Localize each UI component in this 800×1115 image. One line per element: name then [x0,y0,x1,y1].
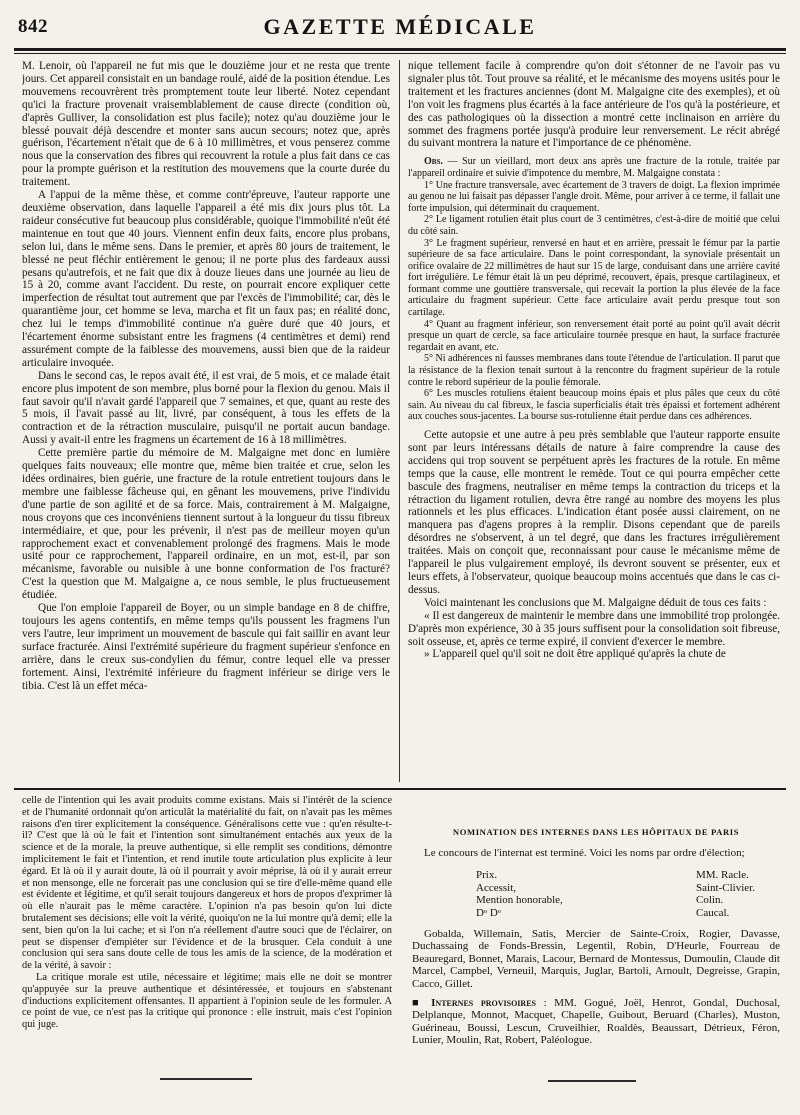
prize-label: Prix. [476,869,498,882]
prize-names: Caucal. [696,906,730,919]
page-header [14,10,786,42]
prize-label: Dᵒ Dᵒ [476,906,501,919]
left-paragraph-4: Cette première partie du mémoire de M. Malgaigne met donc en lumière quelques faits nouveaux; elle montre que, même bien traitée et crue, selon les idées ordinaires, bien guérie, une fracture de la rotule entretient toujours dans le membre une faiblesse fâcheuse qui, en gênant les mouvemens, prive l'individu d'une partie de son agilité et de sa force. Mais, contrairement à M. Malgaigne, nous croyons que ces inconvéniens tiennent surtout à la longueur du tissu fibreux intermédiaire, et que, pour les prévenir, il n'est pas de meilleur moyen qu'un rapprochement exact et convenablement prolongé des fragmens. Mais le mode usité pour ce rapprochement, l'appareil ordinaire, en un mot, est-il, par son mécanisme, favorable ou nuisible à une bonne conformation de l'os fracturé? C'est la question que M. Malgaigne a, ce nous semble, le plus fructueusement étudiée. [22,447,390,602]
prize-names: Colin. [696,894,724,907]
section-separator [14,788,786,790]
nomination-intro: Le concours de l'internat est terminé. Voici les noms par ordre d'élection; [424,846,745,859]
observation-item-6: 6° Les muscles rotuliens étaient beaucoup moins épais et plus pâles que ceux du côté sain. Au niveau du cal fibreux, le fascia superficialis était très épaissi et fortement adhérent aux couches sous-jacentes. La bourse sus-rotulienne était perdue dans ces adhérences. [408,388,780,423]
observation-block [408,156,780,423]
header-rule-thin [14,53,786,54]
header-rule-thick [14,48,786,51]
bottom-left-paragraph-2: La critique morale est utile, nécessaire et légitime; mais elle ne doit se montrer qu'appuyée sur la preuve authentique et désintéressée, et toujours en s'abstenant d'inductions explicitement offensantes. Il appartient à l'opinion seule de les formuler. A ce point de vue, ce n'est pas la critique qui prononce : elle instruit, mais c'est l'opinion qui juge. [22,971,392,1031]
left-column [22,60,390,782]
bottom-right-end-rule [548,1080,636,1082]
right-column-continuation [408,429,780,661]
left-paragraph-3: Dans le second cas, le repos avait été, il est vrai, de 5 mois, et ce malade était encore plus impotent de son membre, plus borné pour la flexion du genou. Mais il faut savoir qu'il n'avait gardé l'appareil que 7 semaines, et que, quant au reste des 5 mois, il l'avait passé au lit, livré, par conséquent, à tous les effets de la contraction et de la rétraction musculaire, puisqu'il ne portait aucun bandage. Aussi y avait-il entre les fragmens un écartement de 16 à 18 millimètres. [22,369,390,447]
prize-table [412,869,780,919]
journal-title: GAZETTE MÉDICALE [263,14,537,39]
bottom-left-article [22,795,392,1073]
observation-item-3: 3° Le fragment supérieur, renversé en haut et en arrière, pressait le fémur par la partie supérieure de sa face articulaire. Dans le point correspondant, la synoviale présentait un orifice ovalaire de 22 millimètres de haut sur 15 de large, conduisant dans une arrière cavité fort irrégulière. Le fémur était là un peu déprimé, recouvert, épais, presque cartilagineux, et formant comme une gouttière transversale, qui recevait la portion la plus élevée de la face articulaire du fragment supérieur. Cette face articulaire avait perdu presque tout son cartilage. [408,237,780,319]
observation-item-2: 2° Le ligament rotulien était plus court de 3 centimètres, c'est-à-dire de moitié que celui du côté sain. [408,214,780,237]
right-paragraph-3: « Il est dangereux de maintenir le membre dans une immobilité trop prolongée. D'après mon expérience, 30 à 35 jours suffisent pour la consolidation soit fibreuse, soit osseuse, et, après ce terme expiré, il convient d'exercer le membre. [408,609,780,648]
observation-item-1: 1° Une fracture transversale, avec écartement de 3 travers de doigt. La flexion imprimée au genou ne lui faisait pas dépasser l'angle droit. Même, pour arriver à ce terme, il fallait une forte impulsion, qui déterminait du craquement. [408,179,780,214]
left-paragraph-5: Que l'on emploie l'appareil de Boyer, ou un simple bandage en 8 de chiffre, toujours les agens contentifs, en même temps qu'ils poussent les fragmens l'un vers l'autre, leur impriment un mouvement de bascule qui fait saillir en avant leur surface fracturée. Ainsi l'extrémité supérieure du fragment supérieur s'enfonce en arrière, dans le creux sus-condylien du fémur, contre lequel elle va presser fortement. Ainsi, l'extrémité inférieure du fragment inférieur se dirige vers le tibia. C'est là un effet méca- [22,602,390,692]
provisoires-label: Internes provisoires [431,996,536,1009]
page-number: 842 [18,16,48,37]
prize-names: MM. Racle. [696,869,749,882]
observation-lead: Obs. [424,156,443,168]
bottom-left-paragraph-1: celle de l'intention qui les avait produits comme existans. Mais si l'intérêt de la science et de l'humanité ordonnait qu'on articulât la matérialité du fait, on n'avait pas les mêmes raisons d'en tirer explicitement la conséquence. Généralisons cette vue : qu'en résulte-t-il? C'est que là où le fait et l'intention sont simultanément entachés aux yeux de la science et de la morale, la preuve authentique, si elle remplit ses conditions, démontre implicitement le fait et l'intention, et rend inutile toute articulation plus explicite à leur égard. Et là où il y aurait doute, là où il pourrait y avoir méprise, là où il y aurait erreur et non mensonge, elle ne forcerait pas une conclusion qui se tire d'elle-même quand elle est évidente et légitime, et qu'il serait toujours dangereux et hors de propos d'exprimer là où elle n'aurait pas le même caractère. L'opinion n'a pas besoin qu'on lui dicte brutalement ses décisions; elle voit la vérité, quoiqu'on ne la lui montre qu'à demi; elle la sent, bien qu'on la lui cache; et si l'on n'a réellement d'autre souci que de l'éclairer, on peut se dispenser d'empiéter sur l'évidence et de la brusquer. Cela conduit à une conclusion qui sera sans doute celle de tous les amis de la science, de la modération et de la vérité, à savoir : [22,795,392,972]
prize-names: Saint-Clivier. [696,881,755,894]
provisoires-names: : MM. Gogué, Joël, Henrot, Gondal, Duchosal, Delplanque, Monnot, Macquet, Chapelle, Guibout, Beruard (Charles), Muston, Guérineau, Boussi, Lescun, Cruveilhier, Roaldès, Beaussart, Détrieux, Féron, Lunier, Moulin, Rat, Robert, Paléologue. [412,996,780,1047]
prize-row [412,869,780,882]
right-intro-paragraph: nique tellement facile à comprendre qu'on doit s'étonner de ne l'avoir pas vu signaler plus tôt. Tout prouve sa réalité, et le mécanisme des moyens usités pour le traitement et les fractures anciennes (dont M. Malgaigne cite des exemples), et où l'on voit les fragmens plus écartés à la face antérieure de l'os qu'à la postérieure, et des cas pathologiques où la dissection a montré cette inclinaison en arrière du sommet des fragmens portée jusqu'à produire leur renversement. Le récit abrégé du suivant montrera la nature et l'importance de ce phénomène. [408,60,780,150]
left-paragraph-1: M. Lenoir, où l'appareil ne fut mis que le douzième jour et ne resta que trente jours. Cet appareil consistait en un bandage roulé, aidé de la position étendue. Les mouvemens recouvrèrent très promptement toute leur liberté. Notez cependant qu'ici la fracture provenait vraisemblablement de cause directe (condition où, d'après Gulliver, la consolidation est plus facile); notez qu'au douzième jour le blessé pouvait déjà descendre et monter sans aucun secours; notez que, après guérison, l'écartement n'était que de 6 à 10 millimètres, et vous penserez comme nous que la conservation des fibres qui recouvrent la rotule a plus fait dans ce cas pour la prompte guérison et la restitution des mouvemens que la courte durée du traitement. [22,60,390,189]
observation-heading-text: — Sur un vieillard, mort deux ans après une fracture de la rotule, traitée par l'appareil ordinaire et suivie d'impotence du membre, M. Malgaigne constata : [408,156,780,179]
prize-row [412,882,780,895]
provisoires-bullet-icon: ■ [412,996,432,1009]
observation-item-5: 5° Ni adhérences ni fausses membranes dans toute l'étendue de l'articulation. Il parut que la résistance de la flexion tenait surtout à la rencontre du fragment supérieur de la rotule contre le rebord supérieur de la poulie fémorale. [408,353,780,388]
observation-item-4: 4° Quant au fragment inférieur, son renversement était porté au point qu'il avait décrit presque un quart de cercle, sa face articulaire tournée presque en haut, la surface fracturée regardait en avant, etc. [408,318,780,353]
internes-nomination [412,826,780,1076]
observation-heading [408,156,780,179]
right-paragraph-4: » L'appareil quel qu'il soit ne doit être appliqué qu'après la chute de [424,648,726,661]
prize-row [412,907,780,920]
prize-label: Mention honorable, [476,894,563,907]
nomination-title: NOMINATION DES INTERNES DANS LES HÔPITAUX DE PARIS [452,827,740,837]
right-paragraph-2: Voici maintenant les conclusions que M. Malgaigne déduit de tous ces faits : [424,596,767,609]
internes-provisoires [412,997,780,1047]
right-column [408,60,780,782]
column-divider [399,60,400,782]
left-paragraph-2: A l'appui de la même thèse, et comme contr'épreuve, l'auteur rapporte une deuxième observation, dans laquelle l'appareil a été mis dix jours plus tôt. La raideur consécutive fut beaucoup plus considérable, quoique l'immobilité n'eût été maintenue en tout que 40 jours. Viennent enfin deux faits, encore plus probans, selon lui, dans le même sens. Dans le premier, et après 80 jours de traitement, le blessé ne peut fléchir entièrement le genou; il ne porte plus des fardeaux aussi pesans qu'autrefois, et ne fait que dix à douze lieues dans une journée au lieu de 15 à 20, comme avant l'accident. Du reste, on pourrait encore expliquer cette imperfection de résultat tout autrement que par l'excès de l'immobilité; car, dès le quarantième jour, cet homme se leva, marcha et fit un faux pas; en réalité donc, chez lui le temps d'immobilité continue n'a guère duré que 40 jours, et l'écartement énorme subsistant entre les fragmens (4 centimètres et demi) rend assurément compte de la faiblesse des mouvemens, aussi bien que de la raideur articulaire invoquée. [22,189,390,369]
right-paragraph-1: Cette autopsie et une autre à peu près semblable que l'auteur rapporte ensuite sont par leurs intéressans détails de nature à faire comprendre la cause des accidens qui trop souvent se perpétuent après les fractures de la rotule. En même temps que la cause, elle montrent le remède. Tout ce qui pourra empêcher cette bascule des fragmens, neutraliser en même temps la contraction du triceps et la rétraction du ligament rotulien, devra être rangé au nombre des moyens les plus rationnels et les plus efficaces. L'indication étant posée aussi clairement, on ne manquera pas d'agens propres à la remplir. Disons cependant que de pareils désordres ne s'observent, à un tel degré, que dans les fractures irrégulièrement traitées. Mais on conçoit que, reconnaissant pour cause le mécanisme même de l'appareil le plus vulgairement employé, ils devront souvent se présenter, eux et leurs effets, à l'observateur, quoique beaucoup moins accentués que dans le cas ci-dessus. [408,429,780,596]
prize-label: Accessit, [476,881,517,894]
prize-row [412,894,780,907]
internes-names-list: Gobalda, Willemain, Satis, Mercier de Sainte-Croix, Rogier, Davasse, Duchassaing de Fonds-Bressin, Legentil, Robin, D'Heurle, Fourreau de Beauregard, Bonnet, Marais, Lacour, Bernard de Montessus, Dumoulin, Claude dit Marcel, Campbel, Verneuil, Marquis, Juglar, Bartoli, Arnoult, Degreisse, Grapin, Cacco, Gillet. [412,927,780,990]
bottom-left-end-rule [160,1078,252,1080]
